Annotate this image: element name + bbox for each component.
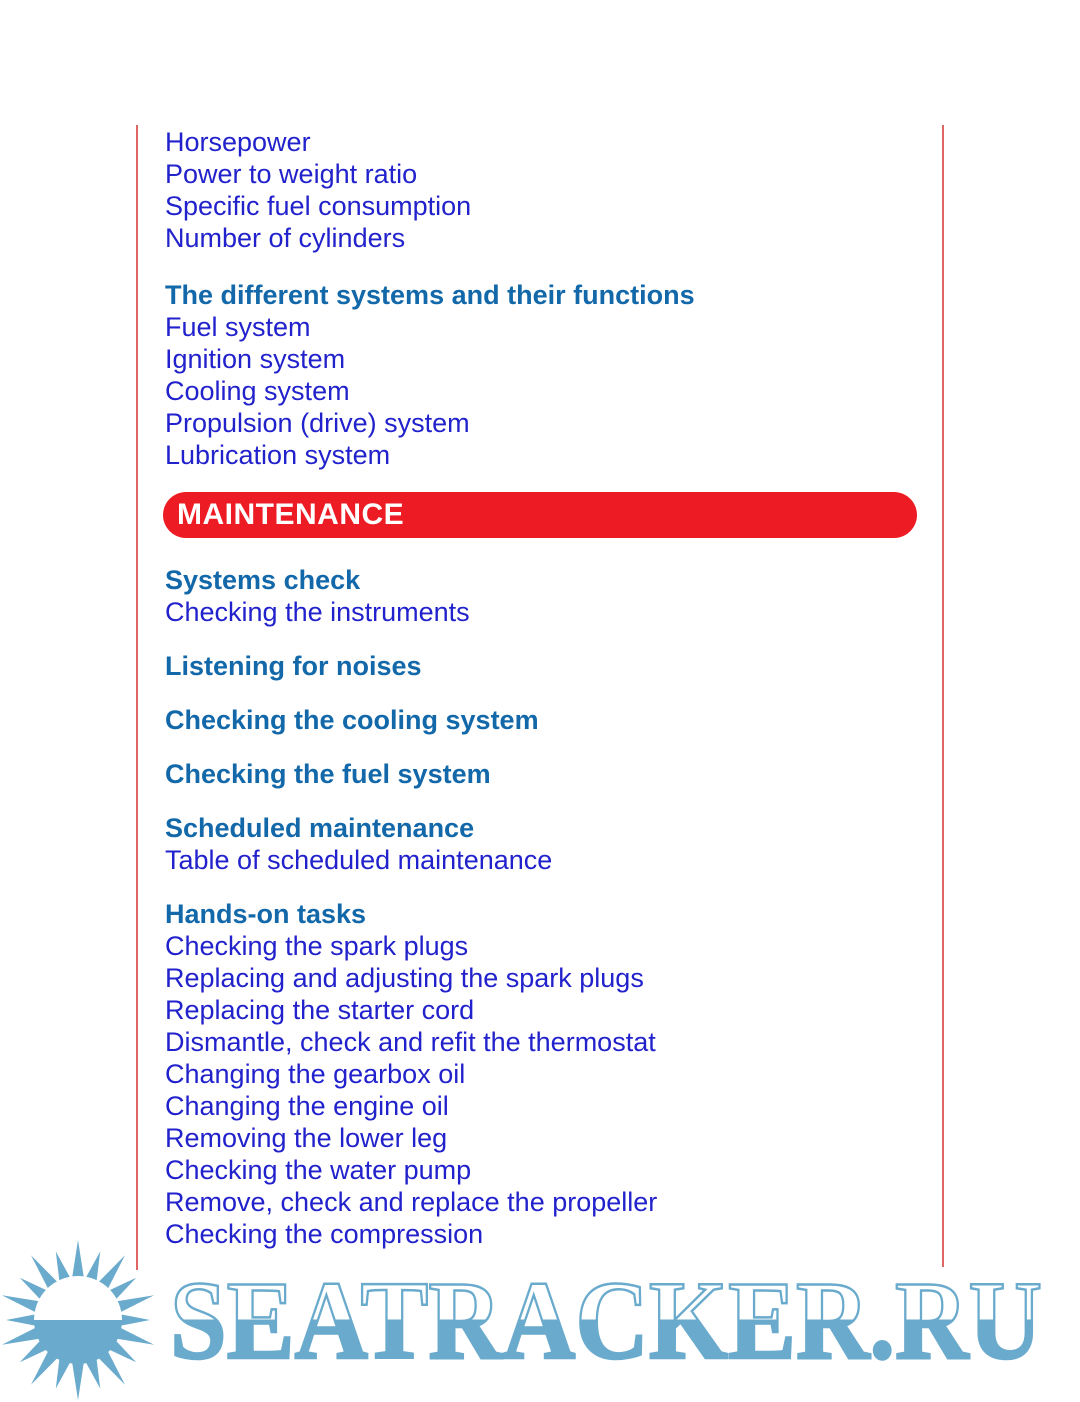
right-margin-rule [942, 125, 944, 1267]
toc-entry[interactable]: Cooling system [165, 376, 350, 406]
systems-entry-list [165, 311, 919, 471]
table-of-contents [165, 126, 919, 1272]
section-heading[interactable]: Hands-on tasks [165, 899, 367, 929]
toc-entry[interactable]: Changing the gearbox oil [165, 1059, 466, 1089]
intro-entry-list [165, 126, 919, 254]
toc-section [165, 898, 919, 1250]
maintenance-banner [163, 492, 917, 538]
section-entry-list [165, 844, 919, 876]
maintenance-sections [165, 564, 919, 1250]
toc-entry[interactable]: Specific fuel consumption [165, 191, 472, 221]
section-heading[interactable]: Checking the cooling system [165, 705, 539, 735]
toc-entry[interactable]: Power to weight ratio [165, 159, 418, 189]
systems-section [165, 279, 919, 471]
seatracker-watermark [170, 1258, 1050, 1378]
toc-section [165, 704, 919, 736]
toc-entry[interactable]: Changing the engine oil [165, 1091, 449, 1121]
section-heading[interactable]: Listening for noises [165, 651, 422, 681]
left-margin-rule [136, 125, 138, 1270]
section-heading[interactable]: Scheduled maintenance [165, 813, 475, 843]
toc-entry[interactable]: Horsepower [165, 127, 311, 157]
toc-entry[interactable]: Checking the instruments [165, 597, 470, 627]
toc-entry[interactable]: Replacing and adjusting the spark plugs [165, 963, 644, 993]
toc-entry[interactable]: Table of scheduled maintenance [165, 845, 553, 875]
toc-section [165, 812, 919, 876]
toc-section [165, 564, 919, 628]
toc-entry[interactable]: Lubrication system [165, 440, 391, 470]
maintenance-banner-label: MAINTENANCE [177, 498, 405, 531]
sun-icon [0, 1238, 160, 1402]
toc-section [165, 650, 919, 682]
toc-entry[interactable]: Checking the compression [165, 1219, 484, 1249]
toc-entry[interactable]: Dismantle, check and refit the thermostat [165, 1027, 656, 1057]
toc-section [165, 758, 919, 790]
toc-entry[interactable]: Checking the spark plugs [165, 931, 469, 961]
section-heading[interactable]: The different systems and their functions [165, 280, 695, 310]
watermark-text: SEATRACKER.RU [170, 1259, 1042, 1378]
toc-entry[interactable]: Checking the water pump [165, 1155, 472, 1185]
toc-entry[interactable]: Remove, check and replace the propeller [165, 1187, 658, 1217]
section-entry-list [165, 930, 919, 1250]
section-heading[interactable]: Checking the fuel system [165, 759, 491, 789]
section-entry-list [165, 596, 919, 628]
toc-entry[interactable]: Fuel system [165, 312, 311, 342]
section-heading[interactable]: Systems check [165, 565, 361, 595]
toc-entry[interactable]: Number of cylinders [165, 223, 406, 253]
toc-entry[interactable]: Replacing the starter cord [165, 995, 475, 1025]
toc-entry[interactable]: Propulsion (drive) system [165, 408, 470, 438]
toc-entry[interactable]: Removing the lower leg [165, 1123, 448, 1153]
toc-entry[interactable]: Ignition system [165, 344, 346, 374]
